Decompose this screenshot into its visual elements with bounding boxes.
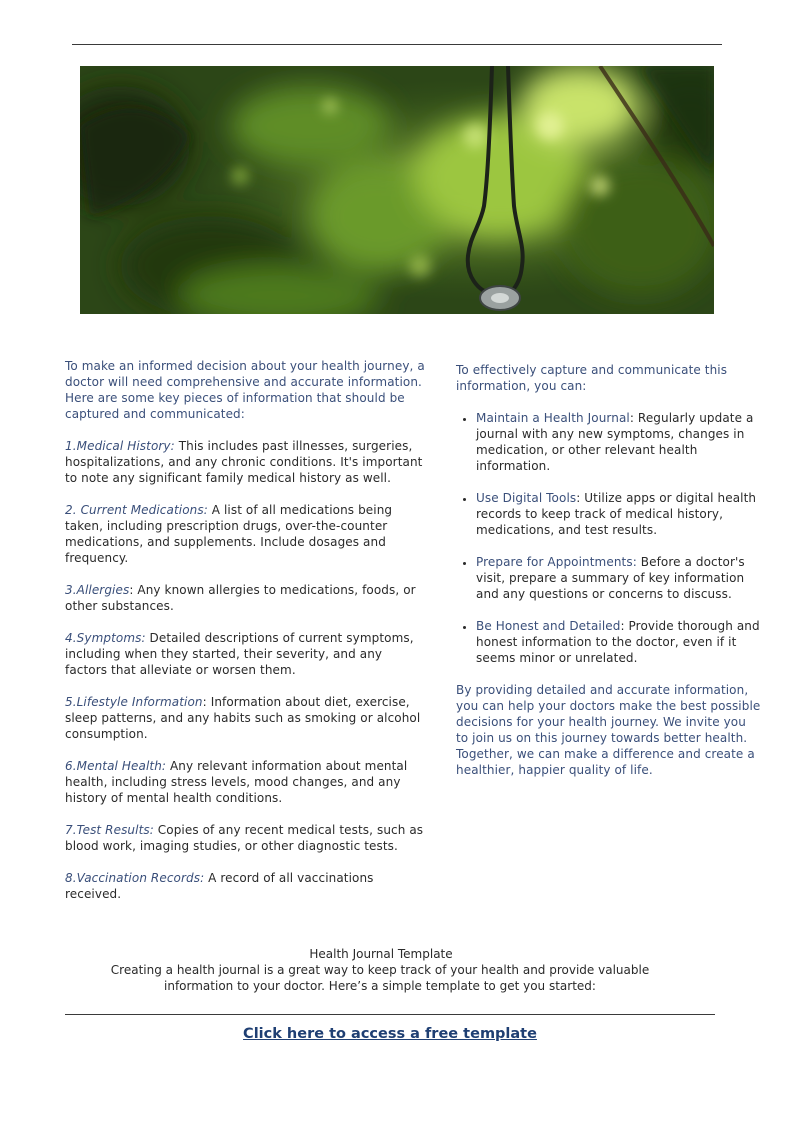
info-item-text: Copies of any recent medical tests, such as blood work, imaging studies, or other diagnostic tests.: [65, 823, 424, 853]
right-column: [456, 362, 761, 778]
info-item-text: This includes past illnesses, surgeries, hospitalizations, and any chronic conditions. It's important to note any significant family medical history as well.: [65, 439, 423, 485]
tip-label: Be Honest and Detailed: [476, 619, 621, 633]
info-item: [65, 582, 425, 614]
info-item: [65, 438, 425, 486]
info-item-label: 4.Symptoms:: [65, 631, 146, 645]
info-item: [65, 502, 425, 566]
list-item: [476, 554, 761, 602]
tip-text: : Provide thorough and honest information to the doctor, even if it seems minor or unrelated.: [476, 619, 760, 665]
template-description: Creating a health journal is a great way to keep track of your health and provide valuable information to your doctor. Here’s a simple template to get you started:: [110, 963, 650, 993]
hero-image: [80, 66, 714, 314]
info-item-label: 5.Lifestyle Information: [65, 695, 203, 709]
left-column: [65, 358, 425, 902]
tip-label: Maintain a Health Journal: [476, 411, 630, 425]
info-item-label: 1.Medical History:: [65, 439, 175, 453]
info-item-text: Any relevant information about mental health, including stress levels, mood changes, and any history of mental health conditions.: [65, 759, 408, 805]
info-item-label: 3.Allergies: [65, 583, 130, 597]
free-template-link[interactable]: Click here to access a free template: [243, 1026, 537, 1042]
info-item: [65, 630, 425, 678]
info-item-text: A list of all medications being taken, including prescription drugs, over-the-counter medications, and supplements. Include dosages and frequency.: [65, 503, 393, 565]
info-item-text: Detailed descriptions of current symptoms, including when they started, their severity, and any factors that alleviate or worsen them.: [65, 631, 414, 677]
top-divider: [72, 44, 722, 45]
stethoscope-image-icon: [80, 66, 714, 314]
tip-text: : Regularly update a journal with any new symptoms, changes in medication, or other relevant health information.: [476, 411, 754, 473]
info-item-label: 2. Current Medications:: [65, 503, 208, 517]
tip-label: Use Digital Tools: [476, 491, 577, 505]
left-intro: To make an informed decision about your health journey, a doctor will need comprehensive and accurate information. Here are some key pieces of information that should be captured and communicated:: [65, 359, 425, 421]
tips-list: [456, 410, 761, 666]
info-item: [65, 822, 425, 854]
info-item-label: 8.Vaccination Records:: [65, 871, 205, 885]
list-item: [476, 410, 761, 474]
info-item: [65, 694, 425, 742]
tip-label: Prepare for Appointments:: [476, 555, 637, 569]
right-closing: By providing detailed and accurate information, you can help your doctors make the best possible decisions for your health journey. We invite you to join us on this journey towards better health. Together, we can make a difference and create a healthier, happier quality of life.: [456, 683, 761, 777]
list-item: [476, 618, 761, 666]
template-title: Health Journal Template: [309, 947, 453, 961]
info-item-label: 7.Test Results:: [65, 823, 154, 837]
info-item-label: 6.Mental Health:: [65, 759, 167, 773]
right-intro: To effectively capture and communicate this information, you can:: [456, 363, 728, 393]
list-item: [476, 490, 761, 538]
tip-text: : Utilize apps or digital health records to keep track of medical history, medications, and test results.: [476, 491, 757, 537]
bottom-divider: [65, 1014, 715, 1015]
info-item-text: : Information about diet, exercise, sleep patterns, and any habits such as smoking or alcohol consumption.: [65, 695, 421, 741]
info-item-text: A record of all vaccinations received.: [65, 871, 374, 901]
info-item-text: : Any known allergies to medications, foods, or other substances.: [65, 583, 416, 613]
info-item: [65, 758, 425, 806]
tip-text: Before a doctor's visit, prepare a summary of key information and any questions or concerns to discuss.: [476, 555, 745, 601]
info-item: [65, 870, 425, 902]
